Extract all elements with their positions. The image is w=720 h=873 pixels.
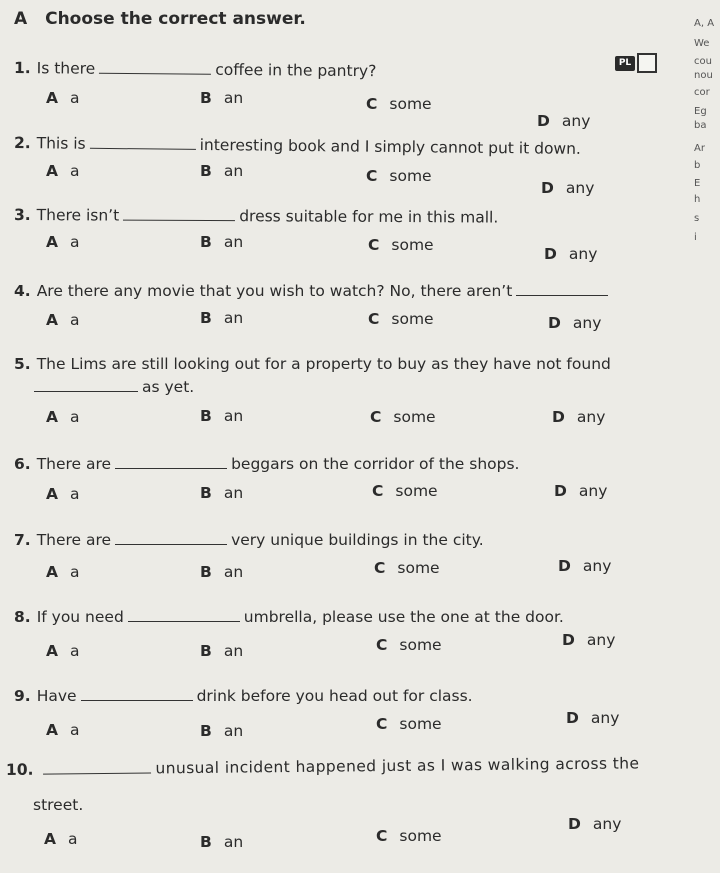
question-stem — [14, 281, 612, 300]
question-stem-continued — [33, 796, 83, 814]
option-c[interactable]: C some — [366, 167, 432, 185]
option-c[interactable]: C some — [368, 310, 434, 328]
option-c[interactable]: C some — [376, 636, 442, 654]
option-a[interactable]: A a — [46, 485, 80, 503]
answer-blank[interactable] — [81, 686, 193, 701]
question-stem — [14, 686, 473, 705]
margin-line: b — [694, 160, 701, 171]
stem-after: coffee in the pantry? — [215, 60, 377, 81]
option-c[interactable]: C some — [376, 827, 442, 845]
question-number: 2. — [13, 134, 31, 153]
option-b[interactable]: B an — [200, 233, 244, 251]
question-stem — [14, 530, 484, 549]
option-d[interactable]: D any — [541, 179, 595, 197]
option-d[interactable]: D any — [554, 482, 608, 500]
margin-line: i — [694, 232, 697, 243]
question-stem — [14, 355, 611, 373]
stem-before: If you need — [36, 608, 124, 626]
stem-after: unusual incident happened just as I was walking across the — [155, 754, 640, 778]
margin-line: cor — [694, 87, 710, 98]
answer-blank[interactable] — [99, 59, 211, 75]
option-a[interactable]: A a — [46, 89, 80, 107]
question-number: 10. — [5, 760, 34, 779]
option-d[interactable]: D any — [562, 631, 616, 649]
margin-line: E — [694, 178, 701, 189]
answer-blank[interactable] — [90, 134, 196, 150]
margin-line: Eg — [694, 106, 707, 117]
margin-line: h — [694, 194, 701, 205]
option-b[interactable]: B an — [200, 833, 244, 851]
option-d[interactable]: D any — [548, 314, 602, 332]
question-stem-continued — [34, 377, 194, 396]
question-stem — [6, 753, 640, 779]
pl-badge-icon: PL — [615, 56, 635, 71]
option-a[interactable]: A a — [46, 408, 80, 426]
stem-after: beggars on the corridor of the shops. — [231, 455, 520, 473]
answer-blank[interactable] — [34, 377, 138, 392]
option-c[interactable]: C some — [370, 408, 436, 426]
question-stem — [14, 205, 498, 227]
option-a[interactable]: A a — [46, 642, 80, 660]
margin-line: A, A — [694, 18, 715, 29]
question-number: 5. — [14, 355, 31, 373]
stem-continued: street. — [33, 796, 84, 814]
section-instruction: Choose the correct answer. — [45, 9, 306, 29]
margin-line: Ar — [694, 143, 705, 154]
margin-line: cou — [694, 56, 712, 67]
question-number: 6. — [14, 455, 31, 473]
question-stem — [14, 454, 519, 473]
option-b[interactable]: B an — [200, 309, 244, 327]
answer-blank[interactable] — [115, 454, 227, 469]
option-a[interactable]: A a — [46, 311, 80, 329]
stem-before: There are — [36, 531, 112, 549]
answer-blank[interactable] — [115, 530, 227, 545]
stem-before: The Lims are still looking out for a property to buy as they have not found — [36, 355, 611, 373]
option-b[interactable]: B an — [200, 722, 244, 740]
option-c[interactable]: C some — [366, 95, 432, 113]
checkbox-square — [637, 53, 657, 73]
answer-blank[interactable] — [123, 206, 235, 222]
stem-after: dress suitable for me in this mall. — [239, 207, 499, 227]
option-a[interactable]: A a — [46, 563, 80, 581]
option-c[interactable]: C some — [372, 482, 438, 500]
section-header — [14, 9, 306, 29]
margin-line: nou — [694, 70, 713, 81]
stem-before: Is there — [36, 59, 96, 78]
margin-line: ba — [694, 120, 707, 131]
stem-after: drink before you head out for class. — [196, 687, 473, 705]
option-d[interactable]: D any — [566, 709, 620, 727]
stem-after: very unique buildings in the city. — [231, 531, 484, 549]
stem-after: umbrella, please use the one at the door. — [243, 608, 564, 626]
question-number: 3. — [13, 206, 31, 225]
answer-blank[interactable] — [516, 281, 608, 296]
question-number: 8. — [14, 608, 31, 626]
stem-before: There isn’t — [36, 206, 120, 225]
option-a[interactable]: A a — [46, 162, 80, 180]
answer-blank[interactable] — [128, 607, 240, 622]
question-number: 1. — [13, 59, 31, 78]
option-a[interactable]: A a — [46, 721, 80, 739]
margin-line: We — [694, 38, 710, 49]
option-b[interactable]: B an — [200, 407, 244, 425]
stem-before: This is — [36, 134, 86, 153]
option-b[interactable]: B an — [200, 89, 244, 107]
stem-continued: as yet. — [142, 378, 195, 396]
option-d[interactable]: D any — [558, 557, 612, 575]
question-stem — [14, 607, 564, 626]
option-d[interactable]: D any — [544, 245, 598, 263]
answer-blank[interactable] — [43, 758, 151, 774]
option-d[interactable]: D any — [552, 408, 606, 426]
option-b[interactable]: B an — [200, 642, 244, 660]
option-c[interactable]: C some — [376, 715, 442, 733]
option-b[interactable]: B an — [200, 563, 244, 581]
stem-after: interesting book and I simply cannot put it down. — [199, 135, 581, 158]
option-a[interactable]: A a — [46, 233, 80, 251]
stem-before: There are — [36, 455, 112, 473]
option-d[interactable]: D any — [568, 815, 622, 833]
question-number: 7. — [14, 531, 31, 549]
question-stem — [14, 133, 581, 158]
cut-off-margin-text — [690, 0, 720, 873]
stem-before: Are there any movie that you wish to watch? No, there aren’t — [36, 282, 513, 300]
question-number: 9. — [14, 687, 31, 705]
option-c[interactable]: C some — [374, 559, 440, 577]
option-b[interactable]: B an — [200, 162, 244, 180]
question-number: 4. — [14, 282, 31, 300]
question-stem — [14, 58, 377, 80]
section-letter: A — [14, 9, 28, 29]
option-d[interactable]: D any — [537, 112, 591, 130]
margin-line: s — [694, 213, 700, 224]
option-a[interactable]: A a — [44, 830, 78, 848]
stem-before: Have — [36, 687, 77, 705]
option-b[interactable]: B an — [200, 484, 244, 502]
option-c[interactable]: C some — [368, 236, 434, 254]
